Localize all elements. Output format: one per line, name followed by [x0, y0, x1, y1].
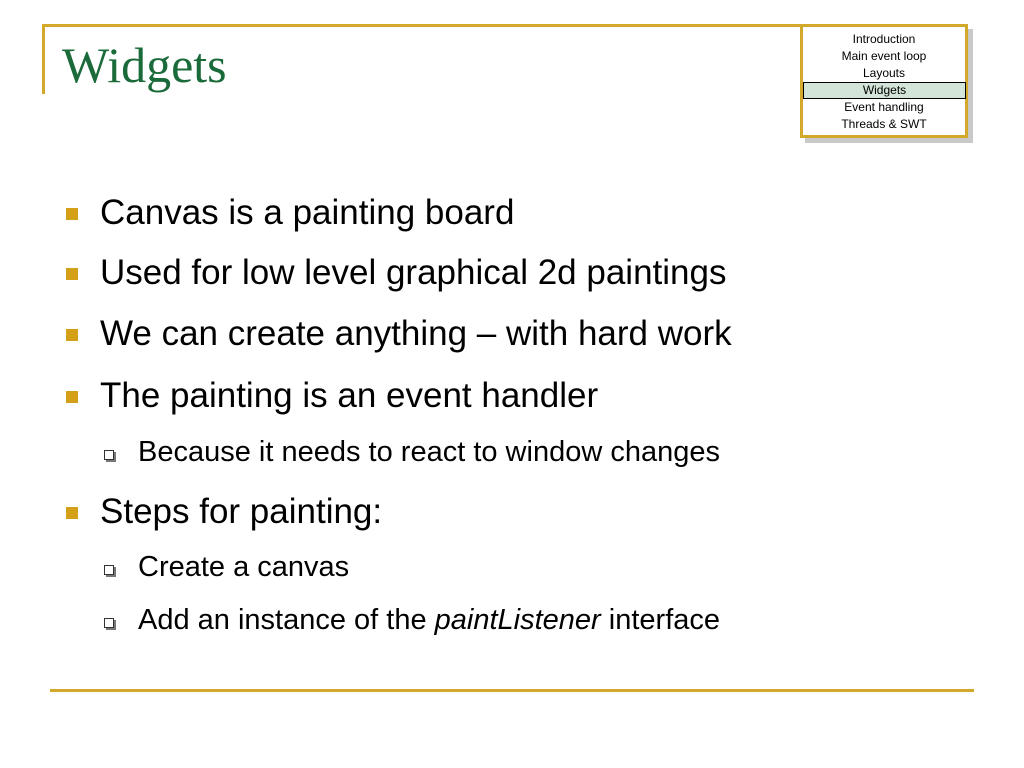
title-frame-left-rule: [42, 24, 45, 94]
square-bullet-icon: [66, 507, 78, 519]
square-bullet-icon: [66, 329, 78, 341]
title-frame-top-rule: [42, 24, 802, 27]
slide-title: Widgets: [62, 37, 227, 93]
square-bullet-icon: [66, 268, 78, 280]
hollow-square-bullet-icon: [104, 450, 114, 460]
square-bullet-icon: [66, 208, 78, 220]
nav-item-threads-swt[interactable]: Threads & SWT: [841, 117, 927, 131]
bullet-text: Used for low level graphical 2d paintings: [100, 253, 727, 292]
bullet-text-part: interface: [600, 604, 721, 636]
bullet-text-emphasis: paintListener: [434, 604, 601, 636]
bullet-text: Create a canvas: [138, 551, 350, 583]
nav-item-introduction[interactable]: Introduction: [852, 32, 916, 46]
square-bullet-icon: [66, 391, 78, 403]
nav-item-widgets[interactable]: Widgets: [803, 82, 966, 99]
nav-item-layouts[interactable]: Layouts: [862, 66, 906, 80]
nav-item-event-handling[interactable]: Event handling: [844, 100, 924, 114]
nav-item-main-event-loop[interactable]: Main event loop: [841, 49, 927, 63]
hollow-square-bullet-icon: [104, 565, 114, 575]
section-nav-list: [803, 27, 965, 133]
bullet-text: The painting is an event handler: [100, 376, 599, 415]
footer-rule: [50, 689, 974, 692]
bullet-text: Steps for painting:: [100, 492, 383, 531]
bullet-text: We can create anything – with hard work: [100, 314, 732, 353]
bullet-text: Because it needs to react to window changes: [138, 436, 720, 468]
bullet-text-part: Add an instance of the: [138, 604, 435, 636]
section-nav: [800, 24, 968, 138]
bullet-text: [138, 603, 720, 637]
hollow-square-bullet-icon: [104, 618, 114, 628]
bullet-text: Canvas is a painting board: [100, 193, 515, 232]
